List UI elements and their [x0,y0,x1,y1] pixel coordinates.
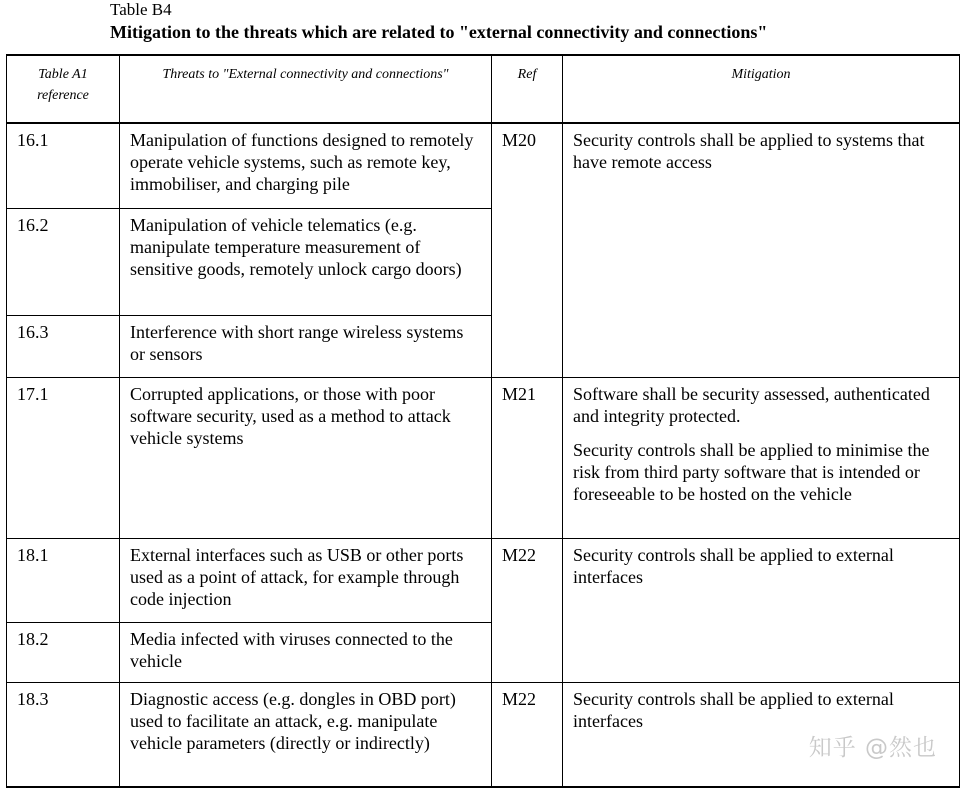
threat-id: 18.2 [7,622,120,682]
threat-id: 16.2 [7,208,120,315]
table-row [7,123,960,208]
mitigation-text: Software shall be security assessed, authenticated and integrity protected. [573,383,930,426]
header-row [7,55,960,123]
mitigation-ref: M21 [492,377,563,538]
table-label: Table B4 [110,0,172,19]
threat-text: Manipulation of vehicle telematics (e.g. manipulate temperature measurement of sensitive goods, remotely unlock cargo doors) [120,208,492,315]
table-row [7,377,960,538]
header-mitigation: Mitigation [563,55,960,123]
mitigation-text: Security controls shall be applied to systems that have remote access [573,130,925,172]
threat-id: 18.3 [7,682,120,787]
header-threats: Threats to "External connectivity and connections" [120,55,492,123]
mitigation-ref: M22 [492,682,563,787]
mitigation-ref: M22 [492,538,563,682]
mitigation-text: Security controls shall be applied to minimise the risk from third party software that is intended or foreseeable to be hosted on the vehicle [573,439,930,504]
threat-id: 17.1 [7,377,120,538]
mitigation-ref: M20 [492,123,563,377]
threat-text: External interfaces such as USB or other ports used as a point of attack, for example through code injection [120,538,492,622]
threat-text: Interference with short range wireless systems or sensors [120,315,492,377]
mitigation-text: Security controls shall be applied to external interfaces [573,544,894,587]
mitigation-text: Security controls shall be applied to external interfaces [573,688,894,731]
threat-text: Diagnostic access (e.g. dongles in OBD port) used to facilitate an attack, e.g. manipulate vehicle parameters (directly or indirectly) [120,682,492,787]
mitigation-cell [563,538,960,682]
table-caption [110,0,767,44]
watermark: 知乎 @然也 [808,735,937,761]
header-a1-reference: Table A1 reference [7,55,120,123]
threat-id: 16.1 [7,123,120,208]
mitigation-cell [563,377,960,538]
table-body [7,123,960,787]
threat-text: Media infected with viruses connected to the vehicle [120,622,492,682]
header-ref: Ref [492,55,563,123]
mitigation-cell [563,123,960,377]
threat-id: 18.1 [7,538,120,622]
mitigation-table [6,54,960,788]
threat-text: Manipulation of functions designed to remotely operate vehicle systems, such as remote key, immobiliser, and charging pile [120,123,492,208]
table-title: Mitigation to the threats which are related to "external connectivity and connections" [110,22,768,42]
table-row [7,538,960,622]
threat-text: Corrupted applications, or those with poor software security, used as a method to attack vehicle systems [120,377,492,538]
threat-id: 16.3 [7,315,120,377]
